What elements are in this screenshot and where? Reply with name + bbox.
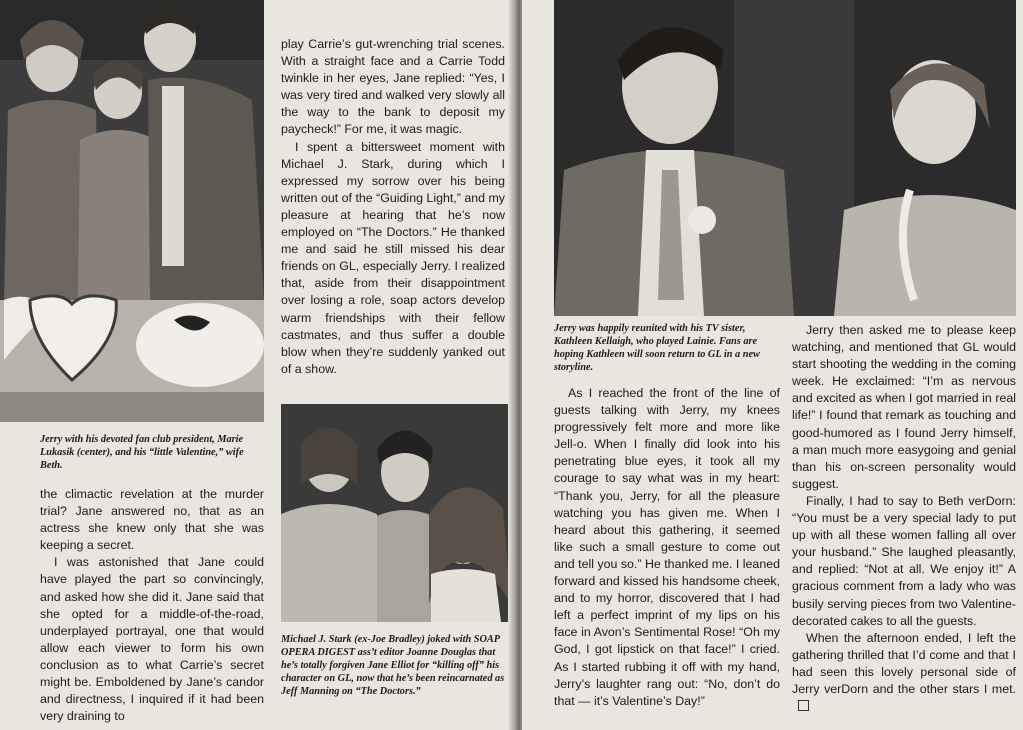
paragraph	[792, 630, 1016, 715]
photo-michael-stark	[281, 404, 511, 622]
paragraph: Jerry then asked me to please keep watching, and mentioned that GL would start shooting the wedding in the coming week. He exclaimed: “I’m as nervous and excited as when I got married in real life!” I found that remark as touching and good-humored as I found Jerry himself, a man much more easygoing and genial than his on-screen personality would suggest.	[792, 323, 1016, 491]
paragraph: I spent a bittersweet moment with Michael J. Stark, during which I expressed my sorrow over his being written out of the “Guiding Light,” and my pleasure at hearing that he’s now employed on “The Doctors.” He thanked me and said he still missed his dear friends on GL, especially Jerry. I realized that, aside from their disappointment over losing a role, soap actors develop warm friendships with their fellow castmates, and thus suffer a double blow when they’re suddenly yanked out of a show.	[281, 139, 505, 376]
paragraph: Finally, I had to say to Beth verDorn: “You must be a very special lady to put up with all these women falling all over your husband.” She laughed pleasantly, and replied: “Not at all. We enjoy it!” A gracious comment from a lady who was busily serving pieces from two Valentine-decorated cakes to all the guests.	[792, 493, 1016, 628]
paragraph: I was astonished that Jane could have played the part so convincingly, and asked how she did it. Jane said that she opted for a middle-of-the-road, underplayed portrayal, one that would allow each viewer to form his own conclusion as to what Carrie’s secret might be. Emboldened by Jane’s candor and directness, I inquired if it had been very draining to	[40, 555, 264, 724]
paragraph-text: When the afternoon ended, I left the gathering thrilled that I’d come and that I had seen this lovely personal side of Jerry verDorn and the other stars I met.	[792, 630, 1016, 696]
article-column-2	[281, 36, 505, 378]
right-page	[522, 0, 1023, 730]
article-column-4	[792, 322, 1016, 715]
paragraph: play Carrie’s gut-wrenching trial scenes. With a straight face and a Carrie Todd twinkle in her eyes, Jane replied: “Yes, I was very tired and walked very slowly all the way to the bank to deposit my paycheck!” For me, it was magic.	[281, 37, 505, 137]
photo-fan-club-cakes	[0, 0, 264, 422]
article-column-3	[554, 385, 780, 710]
photo-jerry-kathleen	[554, 0, 1016, 316]
paragraph: the climactic revelation at the murder trial? Jane answered no, that as an actress she knew only that she was keeping a secret.	[40, 487, 264, 553]
caption-jerry-kathleen: Jerry was happily reunited with his TV sister, Kathleen Kellaigh, who played Lainie. Fans are hoping Kathleen will soon return to GL in a new storyline.	[554, 323, 760, 373]
caption-fan-club: Jerry with his devoted fan club president, Marie Lukasik (center), and his “little Valentine,” wife Beth.	[40, 434, 244, 471]
article-column-1	[40, 486, 264, 725]
caption-michael-stark: Michael J. Stark (ex-Joe Bradley) joked with SOAP OPERA DIGEST ass’t editor Joanne Douglas that he’s totally forgiven Jane Elliot for “killing off” his character on GL, now that he’s been reincarnated as Jeff Manning on “The Doctors.”	[281, 634, 505, 697]
end-of-article-mark	[798, 700, 809, 711]
paragraph: As I reached the front of the line of guests talking with Jerry, my knees progressively felt more and more like Jell-o. When I finally did look into his penetrating blue eyes, it took all my courage to say what was in my heart: “Thank you, Jerry, for all the pleasure watching you has given me. When I heard about this gathering, it seemed like such a small gesture to come out and tell you so.” He thanked me. I leaned forward and kissed his handsome cheek, and to my horror, discovered that I had left a perfect imprint of my lips on his face in Avon’s Sentimental Rose! “Oh my God, I got lipstick on that face!” I cried. As I started rubbing it off with my hand, Jerry’s laughter rang out: “No, don’t do that — it’s Valentine’s Day!”	[554, 386, 780, 708]
